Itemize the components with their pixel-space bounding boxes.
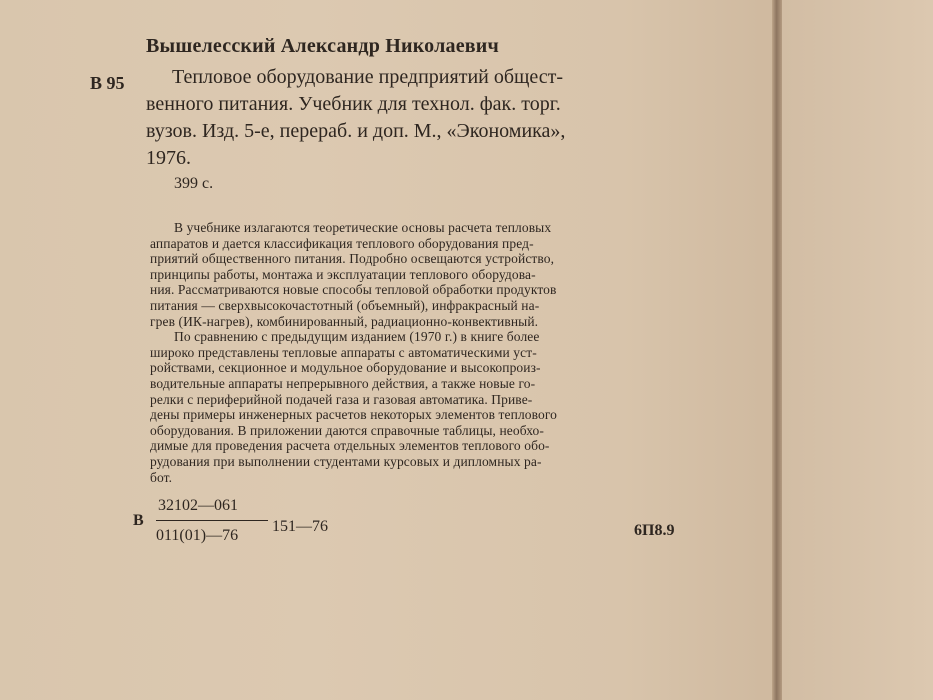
abstract-line: приятий общественного питания. Подробно освещаются устройство, [150,251,555,267]
abstract-line: рудования при выполнении студентами курсовых и дипломных ра- [150,453,542,469]
abstract-line: В учебнике излагаются теоретические основы расчета тепловых [174,220,552,235]
biblio-numerator: 32102—061 [158,497,238,514]
facing-page [782,0,933,700]
title-line: вузов. Изд. 5-е, перераб. и доп. М., «Экономика», [146,120,566,142]
abstract-line: бот. [150,469,173,485]
abstract-line: грев (ИК-нагрев), комбинированный, радиационно-конвективный. [150,313,539,329]
abstract-line: дены примеры инженерных расчетов некоторых элементов теплового [150,407,558,423]
library-code: В 95 [90,73,125,93]
title-line: 1976. [146,147,191,169]
abstract-line: релки с периферийной подачей газа и газовая автоматика. Приве- [150,391,533,407]
abstract [150,220,710,485]
abstract-line: питания — сверхвысокочастотный (объемный), инфракрасный на- [150,297,540,313]
title-line: венного питания. Учебник для технол. фак. торг. [146,93,561,115]
abstract-line: водительные аппараты непрерывного действия, а также новые го- [150,375,536,391]
fraction-line [156,520,268,521]
abstract-line: ния. Рассматриваются новые способы тепловой обработки продуктов [150,282,557,298]
abstract-line: ройствами, секционное и модульное оборудование и высокопроиз- [150,360,541,376]
abstract-line: оборудования. В приложении даются справочные таблицы, необхо- [150,422,544,438]
abstract-line: димые для проведения расчета отдельных элементов теплового обо- [150,438,550,454]
page-count: 399 с. [174,175,214,192]
book-spine [772,0,782,700]
author-name: Вышелесский Александр Николаевич [146,35,500,57]
biblio-denominator: 011(01)—76 [156,527,239,544]
abstract-line: широко представлены тепловые аппараты с автоматическими уст- [150,344,537,360]
abstract-line: По сравнению с предыдущим изданием (1970 г.) в книге более [174,329,540,345]
biblio-tail: 151—76 [272,518,328,535]
title-description [146,64,746,172]
classification-code: 6П8.9 [634,522,675,539]
abstract-line: аппаратов и дается классификация теплового оборудования пред- [150,235,534,251]
title-line: Тепловое оборудование предприятий общест- [172,66,564,88]
abstract-line: принципы работы, монтажа и эксплуатации теплового оборудова- [150,266,536,282]
biblio-letter: В [133,512,144,529]
